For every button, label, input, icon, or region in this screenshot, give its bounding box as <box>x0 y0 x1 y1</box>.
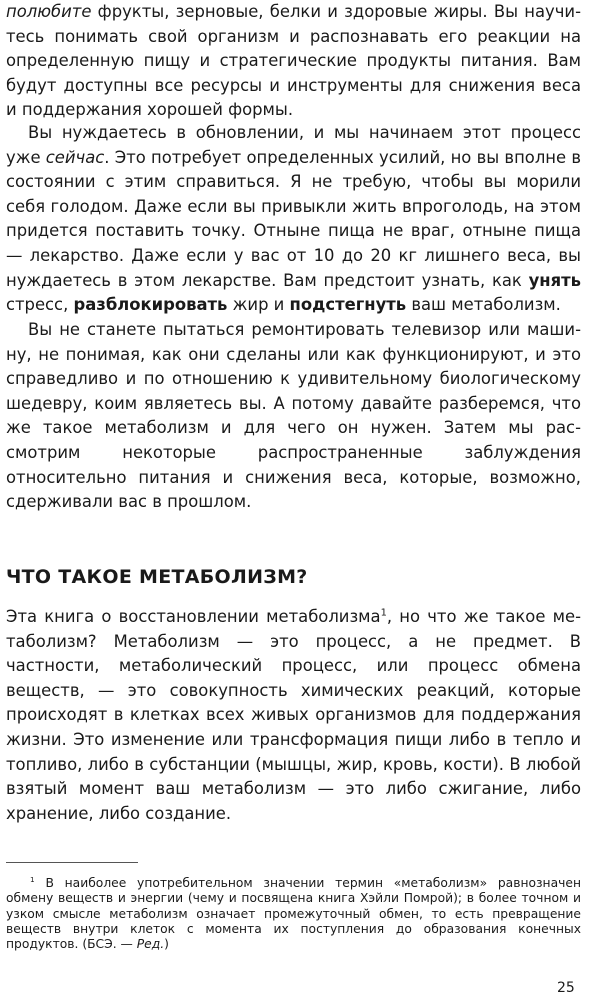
footnote-editor-label: Ред. <box>136 937 165 952</box>
paragraph-4-text-a: Эта книга о восстановлении метаболизма <box>6 607 381 626</box>
paragraph-1 <box>6 0 581 123</box>
paragraph-2-text-a: Вы нуждаетесь в обновлении, и мы начинаем этот процесс уже <box>6 123 581 167</box>
section-heading: ЧТО ТАКОЕ МЕТАБОЛИЗМ? <box>6 566 308 588</box>
paragraph-1-text: фрукты, зерновые, белки и здоровые жиры. Вы научитесь понимать свой организм и распознавать его реакции на определенную пищу и стратегические продукты питания. Вам будут доступны все ресурсы и инструменты для снижения веса и поддержания хорошей формы. <box>6 2 581 120</box>
bold-word-spur: подстегнуть <box>289 295 407 315</box>
footnote-text-c: ) <box>164 937 169 952</box>
footnote-divider <box>6 862 138 863</box>
italic-word: сейчас <box>45 147 105 167</box>
bold-word-calm: унять <box>528 270 581 290</box>
bold-word-unlock: разблокировать <box>73 295 228 315</box>
paragraph-3-text: Вы не станете пытаться ремонтировать телевизор или машину, не понимая, как они сделаны или как функционируют, и это справедливо и по отношению к удивительному биологическому шедевру, коим являетесь вы. А потому давайте разберемся, что же такое метаболизм и для чего он нужен. Затем мы рассмотрим некоторые распространенные заблуждения относительно питания и снижения веса, которые, возможно, сдерживали вас в прошлом. <box>6 320 581 512</box>
paragraph-2-text-c: . Это потребует определенных усилий, но вы вполне в состоянии с этим справиться. Я не требую, чтобы вы морили себя голодом. Даже если вы привыкли жить впроголодь, на этом придется поставить точку. Отныне пища не враг, отныне пища — лекарство. Даже если у вас от 10 до 20 кг лишнего веса, вы нуждаетесь в этом лекарстве. Вам предстоит узнать, как <box>6 147 581 290</box>
page-number: 25 <box>557 980 575 996</box>
footnote <box>6 876 581 952</box>
paragraph-3 <box>6 318 581 515</box>
footnote-text-a: В наиболее употребительном значении термин «метаболизм» равнозначен обмену веществ и энергии (чему и посвящена книга Хэйли Помрой); в более точном и узком смысле метаболизм означает промежуточный обмен, то есть превращение веществ внутри клеток с момента их поступления до образования конечных продуктов. (БСЭ. — <box>6 876 581 952</box>
paragraph-4-text-b: , но что же такое метаболизм? Метаболизм — это процесс, а не предмет. В частности, метаболический процесс, или процесс обмена веществ, — это совокупность химических реакций, которые происходят в клетках всех живых организмов для поддержания жизни. Это изменение или трансформация пищи либо в тепло и топливо, либо в субстанции (мышцы, жир, кровь, кости). В любой взятый момент ваш метаболизм — это либо сжигание, либо хранение, либо создание. <box>6 607 581 823</box>
paragraph-2-text-e: стресс, <box>6 295 74 315</box>
paragraph-2 <box>6 121 581 318</box>
paragraph-4 <box>6 605 581 826</box>
paragraph-2-text-g: жир и <box>227 295 290 315</box>
italic-phrase: полюбите <box>6 2 92 21</box>
footnote-marker: 1 <box>30 875 35 885</box>
paragraph-2-text-i: ваш метаболизм. <box>406 295 561 315</box>
footnote-reference: 1 <box>380 607 387 619</box>
